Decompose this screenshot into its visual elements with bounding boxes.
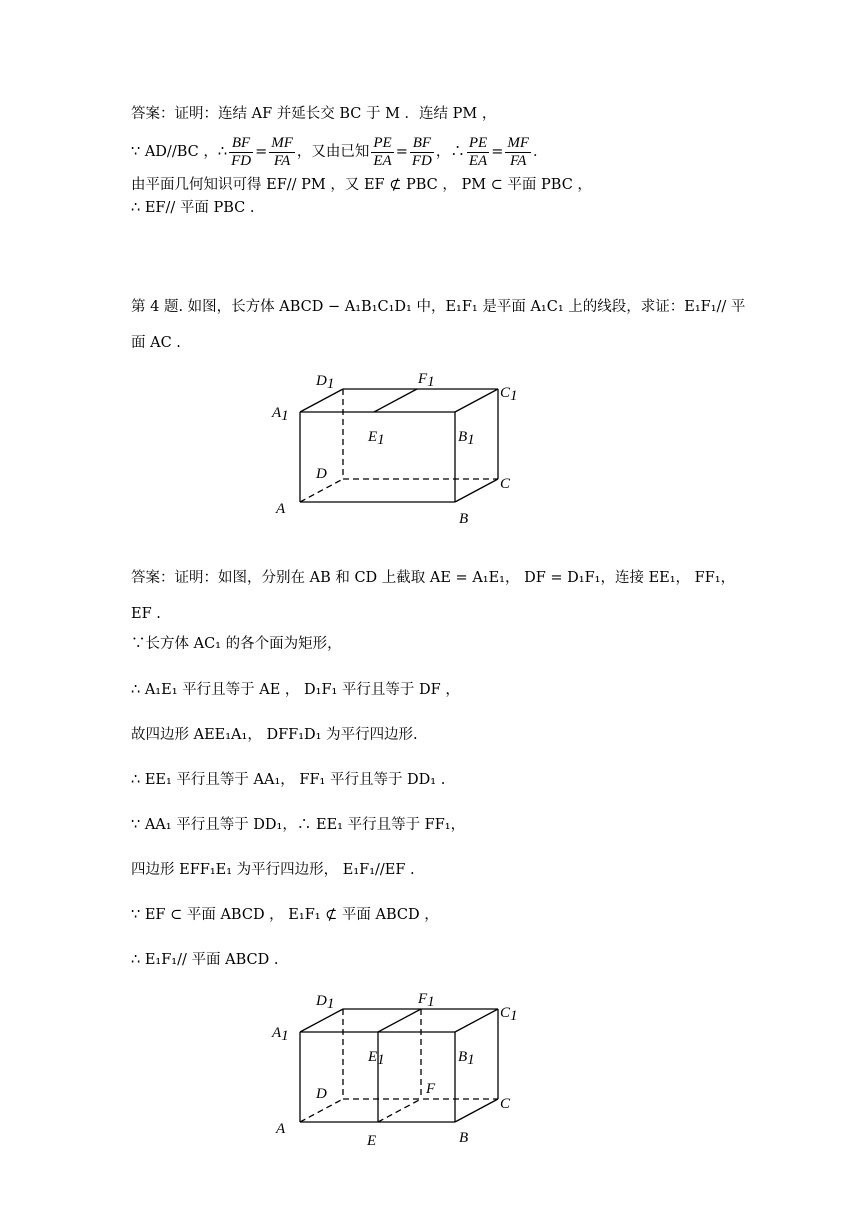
label-c1: C1 bbox=[500, 1005, 518, 1024]
answer-q4-line-1: 答案：证明：如图，分别在 AB 和 CD 上截取 AE = A₁E₁， DF = D₁F₁，连接 EE₁， FF₁， bbox=[131, 570, 736, 586]
text-segment: ∵ AD//BC ，∴ bbox=[131, 144, 228, 160]
answer-line-1: 答案：证明：连结 AF 并延长交 BC 于 M ．连结 PM ， bbox=[131, 106, 497, 122]
answer-q4-line-2: EF . bbox=[131, 606, 161, 622]
answer-q4-line-4: ∴ A₁E₁ 平行且等于 AE ， D₁F₁ 平行且等于 DF ， bbox=[131, 682, 460, 698]
label-b: B bbox=[459, 511, 469, 527]
text-segment: ，又由已知 bbox=[296, 144, 370, 160]
label-a: A bbox=[276, 501, 286, 517]
answer-q4-line-10: ∴ E₁F₁// 平面 ABCD . bbox=[131, 952, 279, 968]
label-f: F bbox=[426, 1081, 436, 1097]
answer-q4-line-6: ∴ EE₁ 平行且等于 AA₁， FF₁ 平行且等于 DD₁ . bbox=[131, 772, 446, 788]
fraction-mf-fa: $\frac{MF}{FA}$ bbox=[271, 134, 293, 169]
question-4-line-1: 第 4 题. 如图，长方体 ABCD − A₁B₁C₁D₁ 中，E₁F₁ 是平面 A₁C₁ 上的线段，求证：E₁F₁// 平 bbox=[131, 299, 746, 315]
fraction-bf-fd-2: $\frac{BF}{FD}$ bbox=[411, 134, 432, 169]
text-segment: ，∴ bbox=[435, 144, 465, 160]
question-4-line-2: 面 AC . bbox=[131, 335, 181, 351]
label-c: C bbox=[500, 1096, 511, 1112]
label-a1: A1 bbox=[272, 405, 289, 424]
answer-line-2 bbox=[131, 130, 548, 174]
equals-sign: = bbox=[395, 144, 408, 160]
fraction-pe-ea: $\frac{PE}{EA}$ bbox=[373, 134, 392, 169]
answer-line-3: 由平面几何知识可得 EF// PM ，又 EF ⊄ PBC ， PM ⊂ 平面 PBC ， bbox=[131, 177, 592, 193]
label-d: D bbox=[316, 1086, 327, 1102]
cuboid-figure-2 bbox=[260, 985, 540, 1150]
figure-2-labels bbox=[271, 991, 518, 1149]
label-e1: E1 bbox=[368, 429, 385, 448]
label-c: C bbox=[500, 476, 511, 492]
label-d1: D1 bbox=[316, 373, 335, 392]
equals-sign: = bbox=[491, 144, 504, 160]
label-e1: E1 bbox=[368, 1049, 385, 1068]
figure-1-labels bbox=[271, 371, 518, 527]
label-f1: F1 bbox=[418, 991, 435, 1010]
answer-q4-line-3: ∵长方体 AC₁ 的各个面为矩形， bbox=[131, 636, 342, 652]
equals-sign: = bbox=[255, 144, 268, 160]
fraction-mf-fa-2: $\frac{MF}{FA}$ bbox=[507, 134, 530, 169]
label-d1: D1 bbox=[316, 993, 335, 1012]
label-f1: F1 bbox=[418, 371, 435, 390]
label-b1: B1 bbox=[458, 429, 475, 448]
answer-line-4: ∴ EF// 平面 PBC . bbox=[131, 200, 255, 216]
label-d: D bbox=[316, 466, 327, 482]
label-b: B bbox=[459, 1130, 469, 1146]
cuboid-figure-1 bbox=[260, 365, 540, 530]
fraction-bf-fd: $\frac{BF}{FD}$ bbox=[231, 134, 252, 169]
text-segment: ． bbox=[533, 144, 548, 160]
label-b1: B1 bbox=[458, 1049, 475, 1068]
answer-q4-line-7: ∵ AA₁ 平行且等于 DD₁，∴ EE₁ 平行且等于 FF₁， bbox=[131, 817, 466, 833]
answer-q4-line-8: 四边形 EFF₁E₁ 为平行四边形， E₁F₁//EF . bbox=[131, 862, 415, 878]
answer-q4-line-9: ∵ EF ⊂ 平面 ABCD ， E₁F₁ ⊄ 平面 ABCD ， bbox=[131, 907, 439, 923]
label-e: E bbox=[367, 1133, 377, 1149]
label-a: A bbox=[276, 1121, 286, 1137]
fraction-pe-ea-2: $\frac{PE}{EA}$ bbox=[468, 134, 488, 169]
answer-q4-line-5: 故四边形 AEE₁A₁， DFF₁D₁ 为平行四边形. bbox=[131, 727, 418, 743]
label-a1: A1 bbox=[272, 1025, 289, 1044]
label-c1: C1 bbox=[500, 385, 518, 404]
